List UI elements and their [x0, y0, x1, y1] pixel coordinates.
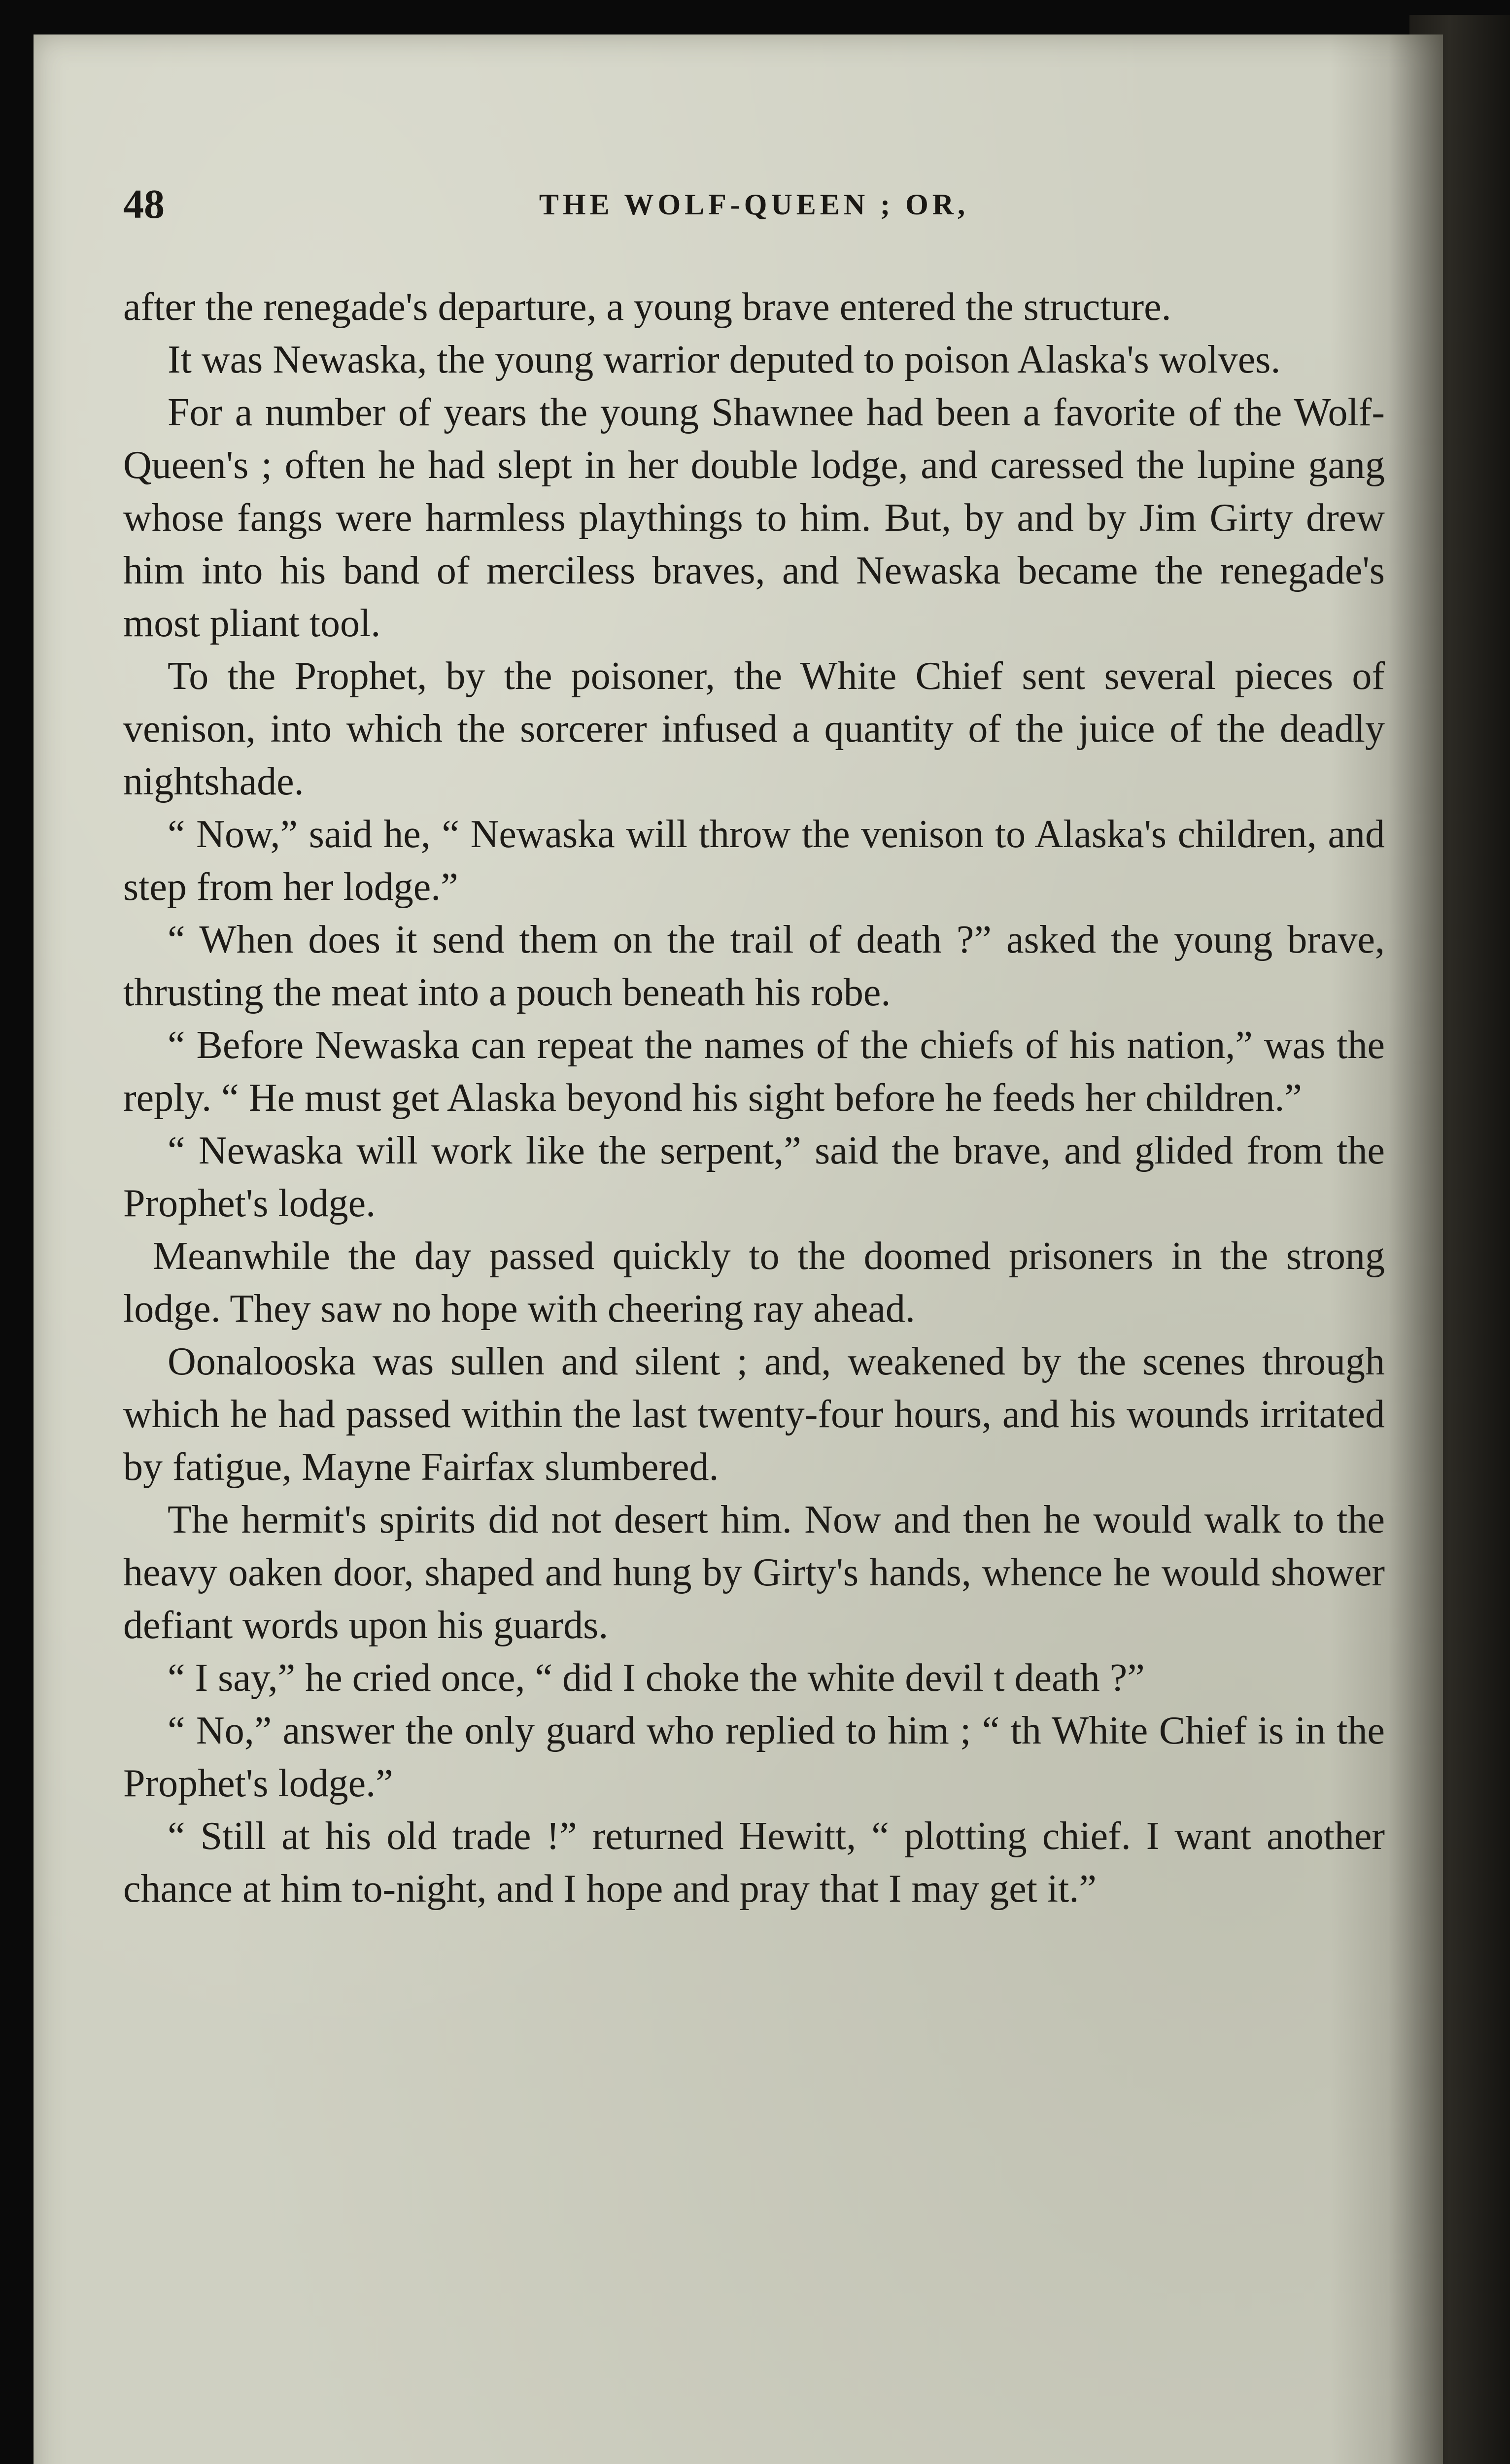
paragraph: after the renegade's departure, a young brave entered the structure.: [123, 285, 1171, 329]
paragraph: “ Still at his old trade !” returned Hewitt, “ plotting chief. I want another chance at him to-night, and I hope and pray that I may get it.”: [123, 1814, 1385, 1911]
paragraph: “ When does it send them on the trail of death ?” asked the young brave, thrusting the meat into a pouch beneath his robe.: [123, 918, 1385, 1014]
page-body: [123, 281, 1385, 1916]
paragraph: “ Now,” said he, “ Newaska will throw the venison to Alaska's children, and step from her lodge.”: [123, 813, 1385, 909]
paragraph: Oonalooska was sullen and silent ; and, weakened by the scenes through which he had passed within the last twenty-four hours, and his wounds irritated by fatigue, Mayne Fairfax slumbered.: [123, 1340, 1385, 1489]
paragraph: For a number of years the young Shawnee had been a favorite of the Wolf-Queen's ; often he had slept in her double lodge, and caressed the lupine gang whose fangs were harmless playthings to him. But, by and by Jim Girty drew him into his band of merciless braves, and Newaska became the renegade's most pliant tool.: [123, 391, 1385, 645]
running-title: THE WOLF-QUEEN ; OR,: [539, 188, 969, 221]
paragraph: “ No,” answer the only guard who replied to him ; “ th White Chief is in the Prophet's lodge.”: [123, 1709, 1385, 1805]
paragraph: “ Before Newaska can repeat the names of the chiefs of his nation,” was the reply. “ He must get Alaska beyond his sight before he feeds her children.”: [123, 1024, 1385, 1120]
page-number: 48: [123, 181, 165, 227]
paragraph: “ Newaska will work like the serpent,” said the brave, and glided from the Prophet's lodge.: [123, 1129, 1385, 1225]
paragraph: To the Prophet, by the poisoner, the White Chief sent several pieces of venison, into which the sorcerer infused a quantity of the juice of the deadly nightshade.: [123, 654, 1385, 803]
book-page: [34, 34, 1443, 2464]
running-head: [123, 177, 1385, 232]
paragraph: “ I say,” he cried once, “ did I choke the white devil t death ?”: [168, 1656, 1145, 1700]
paragraph: It was Newaska, the young warrior deputed to poison Alaska's wolves.: [168, 338, 1281, 381]
paragraph: The hermit's spirits did not desert him. Now and then he would walk to the heavy oaken door, shaped and hung by Girty's hands, whence he would shower defiant words upon his guards.: [123, 1498, 1385, 1647]
paragraph: Meanwhile the day passed quickly to the doomed prisoners in the strong lodge. They saw no hope with cheering ray ahead.: [123, 1234, 1385, 1331]
